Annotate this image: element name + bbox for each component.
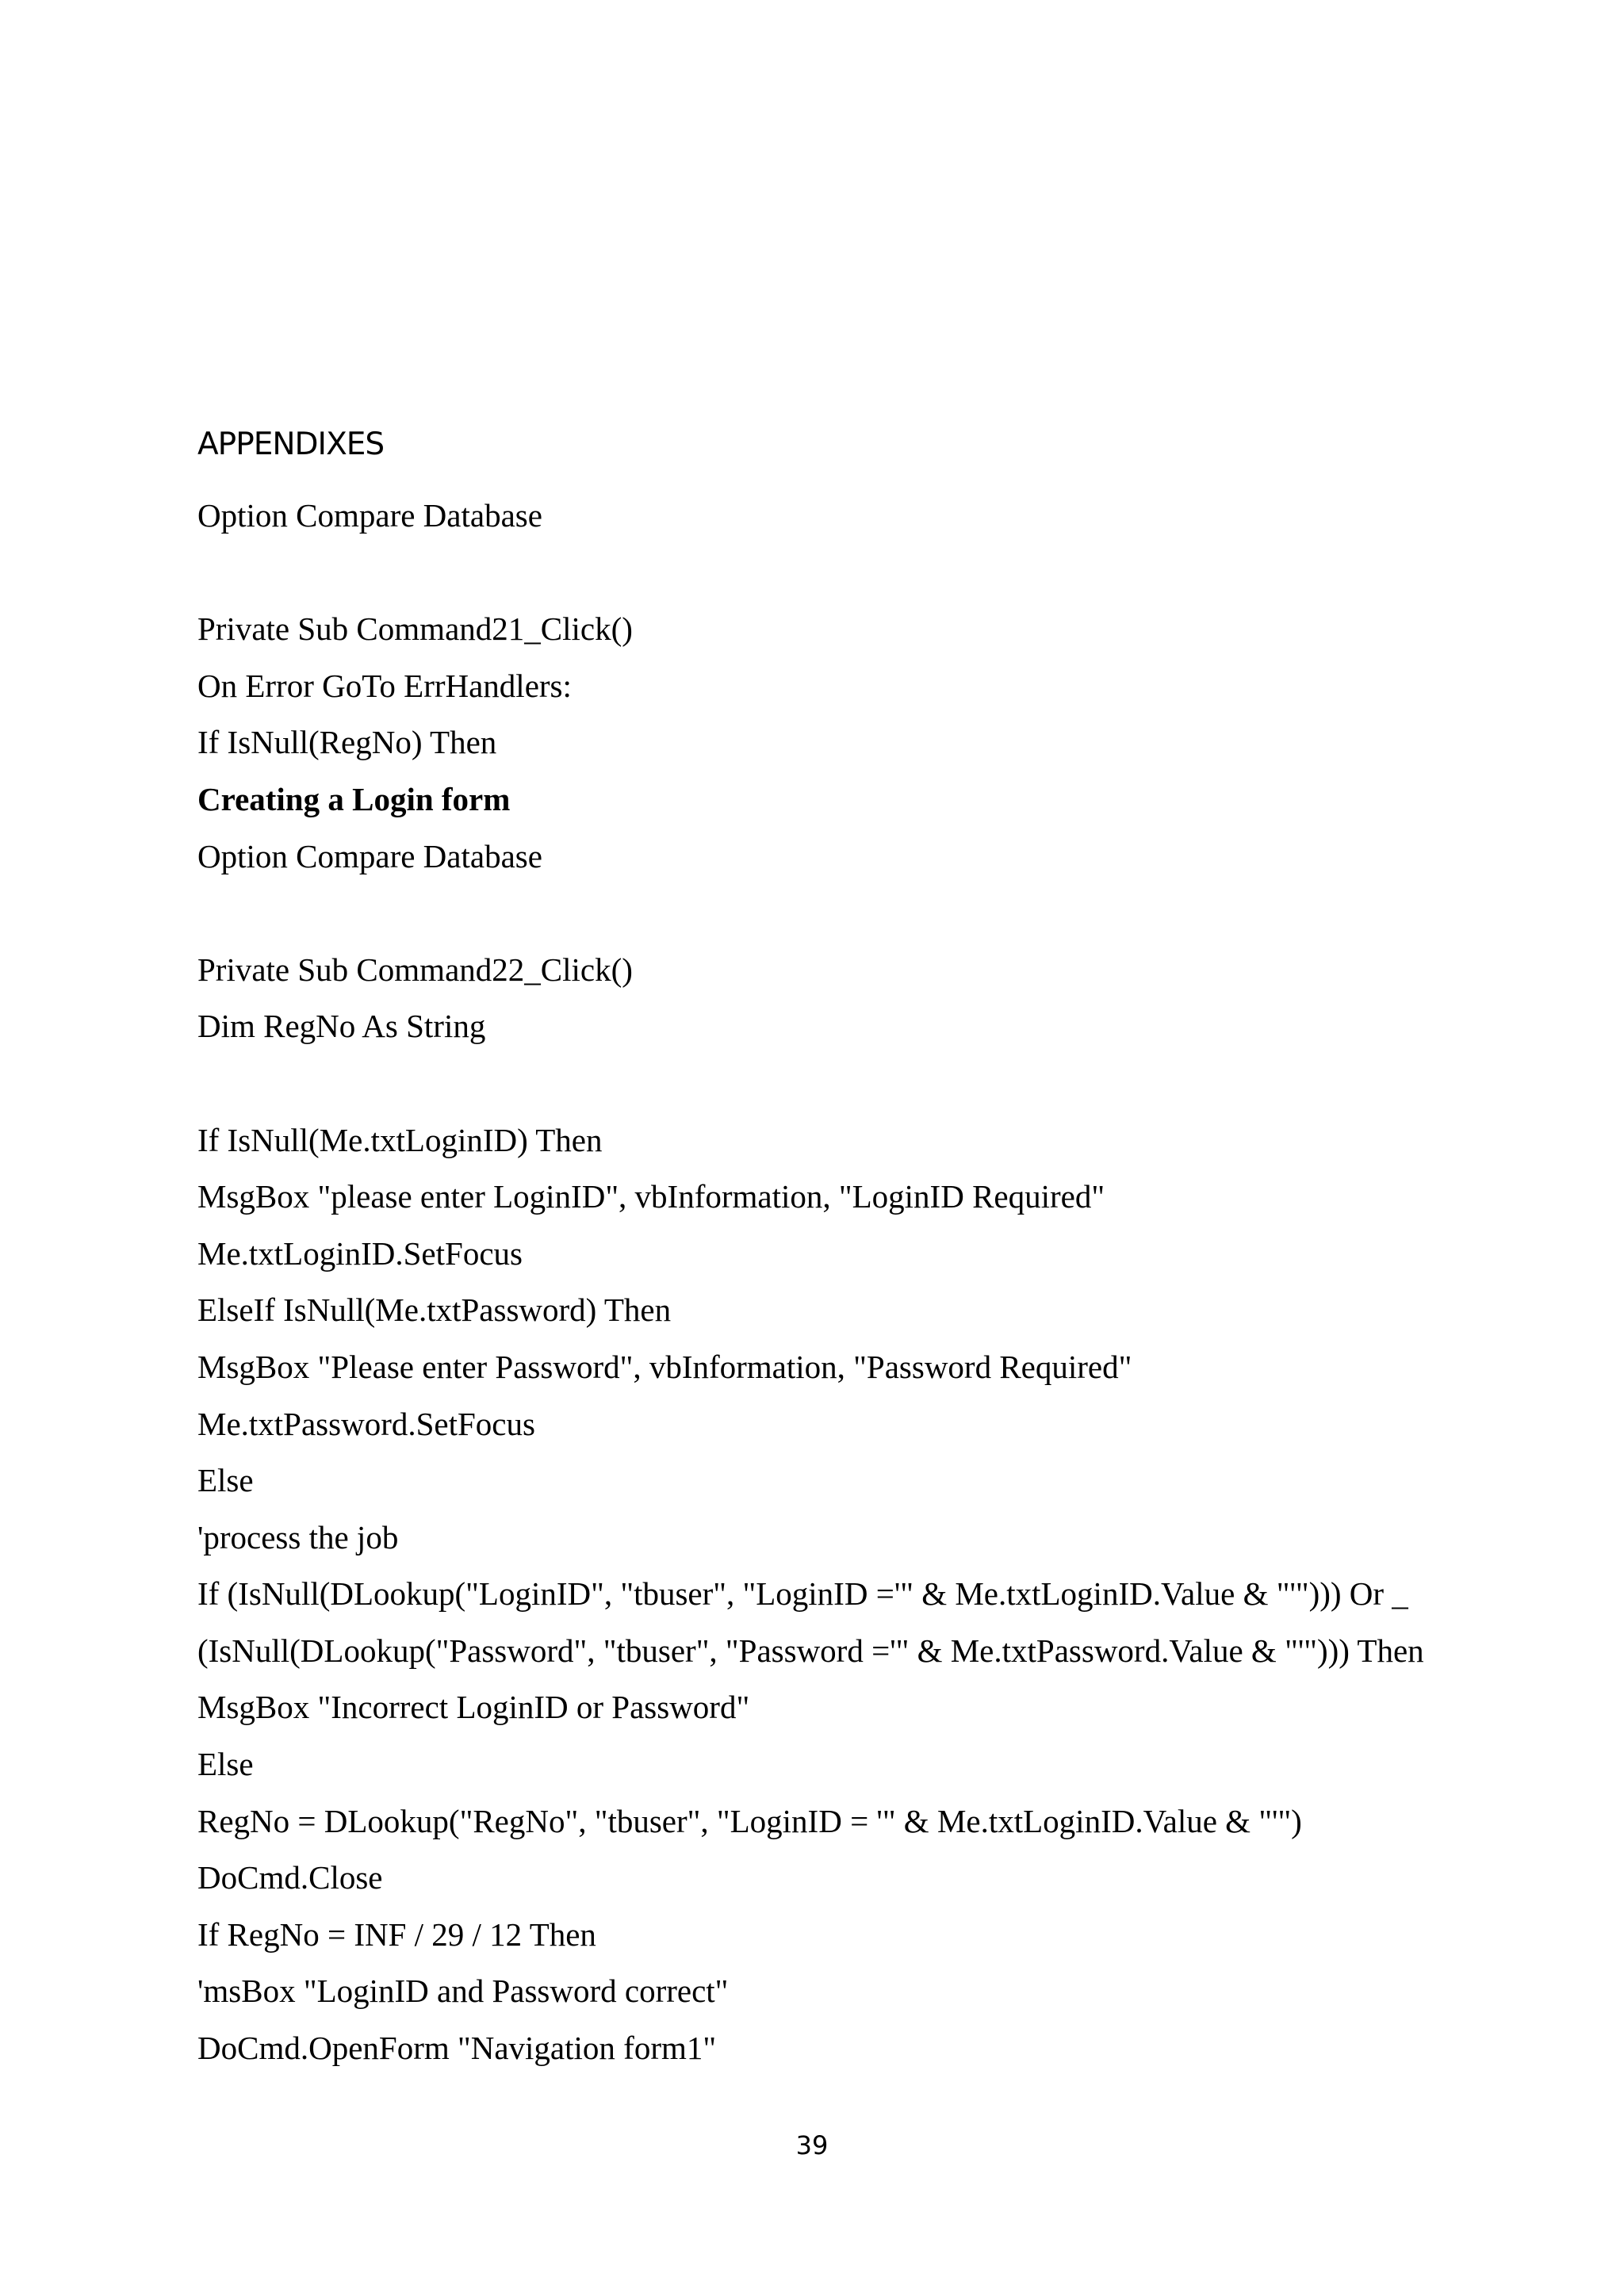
code-line: Else bbox=[197, 1746, 254, 1783]
code-line: Me.txtPassword.SetFocus bbox=[197, 1405, 535, 1442]
blank-line bbox=[197, 545, 1498, 602]
code-line: Option Compare Database bbox=[197, 837, 542, 874]
code-line: (IsNull(DLookup("Password", "tbuser", "Password ='" & Me.txtPassword.Value & "'"))) Then bbox=[197, 1632, 1424, 1669]
code-line: If IsNull(Me.txtLoginID) Then bbox=[197, 1121, 603, 1158]
code-line: ElseIf IsNull(Me.txtPassword) Then bbox=[197, 1292, 672, 1329]
code-line: Me.txtLoginID.SetFocus bbox=[197, 1234, 523, 1272]
code-line: Option Compare Database bbox=[197, 497, 542, 534]
code-line: DoCmd.OpenForm "Navigation form1" bbox=[197, 2030, 717, 2067]
section-subheading: Creating a Login form bbox=[197, 780, 511, 817]
code-line: 'msBox "LoginID and Password correct" bbox=[197, 1973, 729, 2010]
code-line: Private Sub Command21_Click() bbox=[197, 610, 633, 648]
code-line: Else bbox=[197, 1462, 254, 1499]
code-line: RegNo = DLookup("RegNo", "tbuser", "LoginID = '" & Me.txtLoginID.Value & "'") bbox=[197, 1802, 1302, 1839]
code-line: MsgBox "please enter LoginID", vbInformation, "LoginID Required" bbox=[197, 1178, 1105, 1215]
code-line: If RegNo = INF / 29 / 12 Then bbox=[197, 1915, 596, 1953]
code-line: DoCmd.Close bbox=[197, 1859, 383, 1896]
code-line: On Error GoTo ErrHandlers: bbox=[197, 667, 572, 704]
code-line: MsgBox "Incorrect LoginID or Password" bbox=[197, 1689, 750, 1726]
code-line: Dim RegNo As String bbox=[197, 1008, 486, 1045]
code-listing bbox=[197, 488, 1498, 2077]
code-line: If (IsNull(DLookup("LoginID", "tbuser", "LoginID ='" & Me.txtLoginID.Value & "'"))) Or _ bbox=[197, 1575, 1408, 1613]
blank-line bbox=[197, 885, 1498, 942]
blank-line bbox=[197, 1055, 1498, 1112]
code-line: If IsNull(RegNo) Then bbox=[197, 724, 497, 761]
page-number: 39 bbox=[795, 2130, 829, 2160]
code-line: Private Sub Command22_Click() bbox=[197, 951, 633, 988]
appendixes-heading: APPENDIXES bbox=[197, 427, 385, 462]
code-line: 'process the job bbox=[197, 1518, 399, 1556]
code-line: MsgBox "Please enter Password", vbInformation, "Password Required" bbox=[197, 1348, 1132, 1385]
